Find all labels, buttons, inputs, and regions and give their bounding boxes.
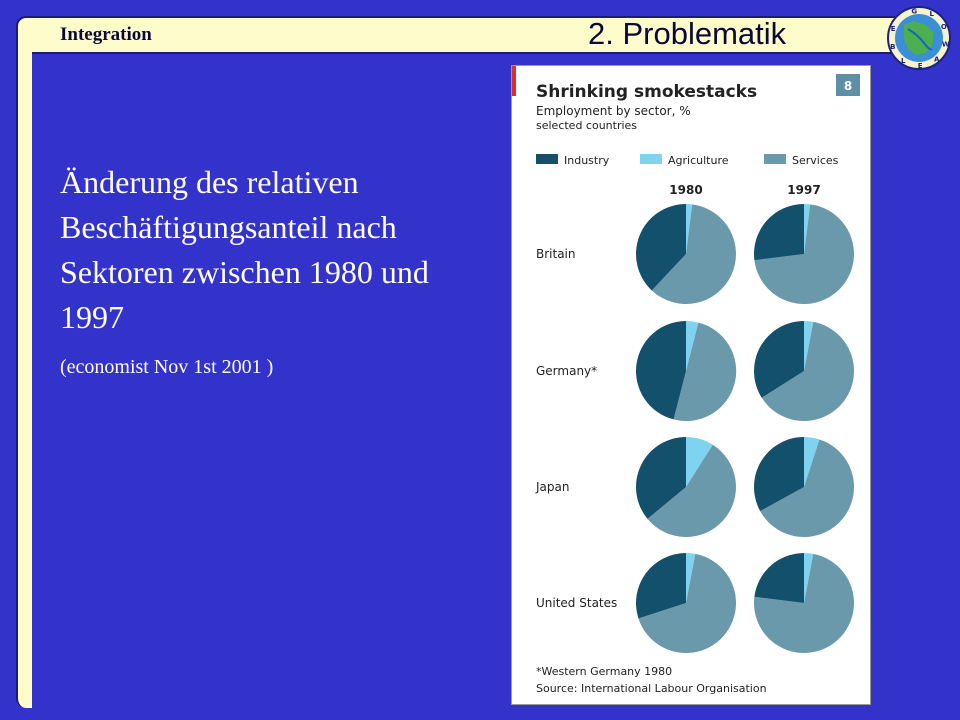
chart-title: Shrinking smokestacks xyxy=(536,82,758,102)
pie-slice-britain-1997-industry xyxy=(754,204,804,260)
chart-footnote: *Western Germany 1980 xyxy=(536,665,673,678)
chart-badge: 8 xyxy=(843,79,853,93)
country-label-united-states: United States xyxy=(536,596,618,610)
legend-label-services: Services xyxy=(792,154,839,167)
legend-label-agriculture: Agriculture xyxy=(668,154,729,167)
legend-swatch-industry xyxy=(536,154,558,164)
pie-slice-united-states-1997-industry xyxy=(754,553,804,603)
main-text: Änderung des relativen Beschäftigungsanteil nach Sektoren zwischen 1980 und 1997 xyxy=(60,164,429,335)
year-label-1997: 1997 xyxy=(787,183,821,197)
left-rule xyxy=(16,40,32,708)
country-label-britain: Britain xyxy=(536,247,576,261)
logo-text: G LO W A ELBE xyxy=(890,7,950,70)
header-bar xyxy=(16,16,926,54)
country-label-japan: Japan xyxy=(536,480,570,494)
country-label-germany: Germany* xyxy=(536,364,598,378)
page-title: 2. Problematik xyxy=(588,16,787,51)
pie-chart xyxy=(512,66,872,706)
legend-label-industry: Industry xyxy=(564,154,610,167)
section-label: Integration xyxy=(60,24,152,45)
year-label-1980: 1980 xyxy=(669,183,703,197)
chart-subtitle: Employment by sector, % xyxy=(536,104,691,118)
legend-swatch-agriculture xyxy=(640,154,662,164)
chart-subtitle-2: selected countries xyxy=(536,119,638,132)
red-accent xyxy=(512,66,516,96)
chart-source: Source: International Labour Organisation xyxy=(536,682,767,695)
source-text: (economist Nov 1st 2001 ) xyxy=(60,356,274,378)
chart-panel xyxy=(511,65,871,705)
legend-swatch-services xyxy=(764,154,786,164)
glowa-elbe-logo xyxy=(886,5,952,71)
